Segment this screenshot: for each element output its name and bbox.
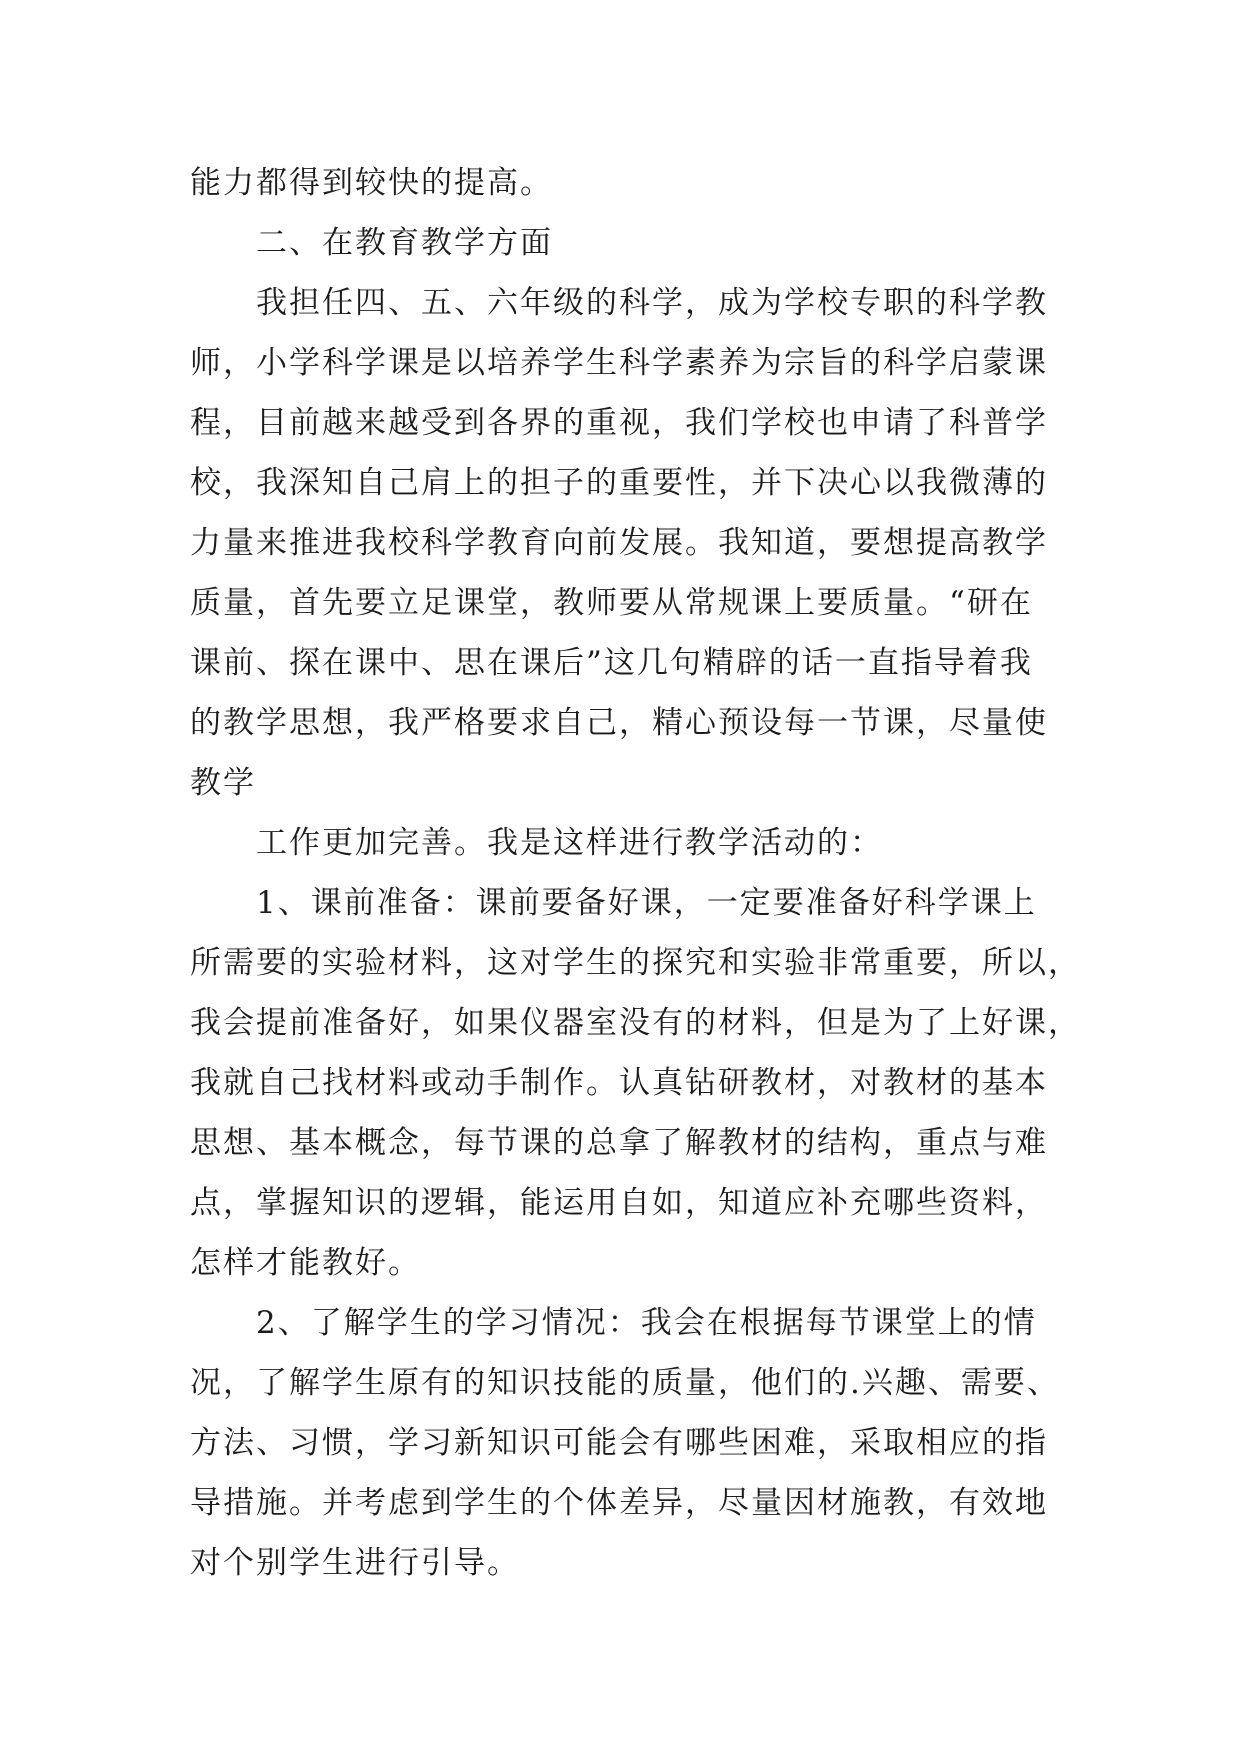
text-line: 校，我深知自己肩上的担子的重要性，并下决心以我微薄的 [190, 465, 1048, 501]
text-line: 能力都得到较快的提高。 [190, 165, 553, 201]
text-line: 点，掌握知识的逻辑，能运用自如，知道应补充哪些资料， [190, 1185, 1048, 1221]
text-line: 导措施。并考虑到学生的个体差异，尽量因材施教，有效地 [190, 1485, 1048, 1521]
text-line: 方法、习惯，学习新知识可能会有哪些困难，采取相应的指 [190, 1425, 1048, 1461]
paragraph-start: 我担任四、五、六年级的科学，成为学校专职的科学教 [256, 285, 1048, 321]
text-line: 师，小学科学课是以培养学生科学素养为宗旨的科学启蒙课 [190, 345, 1048, 381]
paragraph-start: 工作更加完善。我是这样进行教学活动的： [256, 825, 883, 861]
text-line: 我会提前准备好，如果仪器室没有的材料，但是为了上好课， [190, 1005, 1081, 1041]
text-line: 教学 [190, 765, 256, 801]
text-line: 况，了解学生原有的知识技能的质量，他们的.兴趣、需要、 [190, 1365, 1060, 1401]
numbered-item-2: 2、了解学生的学习情况：我会在根据每节课堂上的情 [256, 1305, 1037, 1341]
text-line: 程，目前越来越受到各界的重视，我们学校也申请了科普学 [190, 405, 1048, 441]
text-line: 我就自己找材料或动手制作。认真钻研教材，对教材的基本 [190, 1065, 1048, 1101]
text-line: 的教学思想，我严格要求自己，精心预设每一节课，尽量使 [190, 705, 1048, 741]
text-line: 对个别学生进行引导。 [190, 1545, 520, 1581]
text-line: 所需要的实验材料，这对学生的探究和实验非常重要，所以， [190, 945, 1081, 981]
text-line: 课前、探在课中、思在课后”这几句精辟的话一直指导着我 [190, 645, 1033, 681]
text-line: 怎样才能教好。 [190, 1245, 421, 1281]
text-line: 质量，首先要立足课堂，教师要从常规课上要质量。“研在 [190, 585, 1033, 621]
text-line: 力量来推进我校科学教育向前发展。我知道，要想提高教学 [190, 525, 1048, 561]
section-heading: 二、在教育教学方面 [256, 225, 553, 261]
text-line: 思想、基本概念，每节课的总拿了解教材的结构，重点与难 [190, 1125, 1048, 1161]
numbered-item-1: 1、课前准备：课前要备好课，一定要准备好科学课上 [256, 885, 1037, 921]
document-body [190, 159, 1081, 1599]
